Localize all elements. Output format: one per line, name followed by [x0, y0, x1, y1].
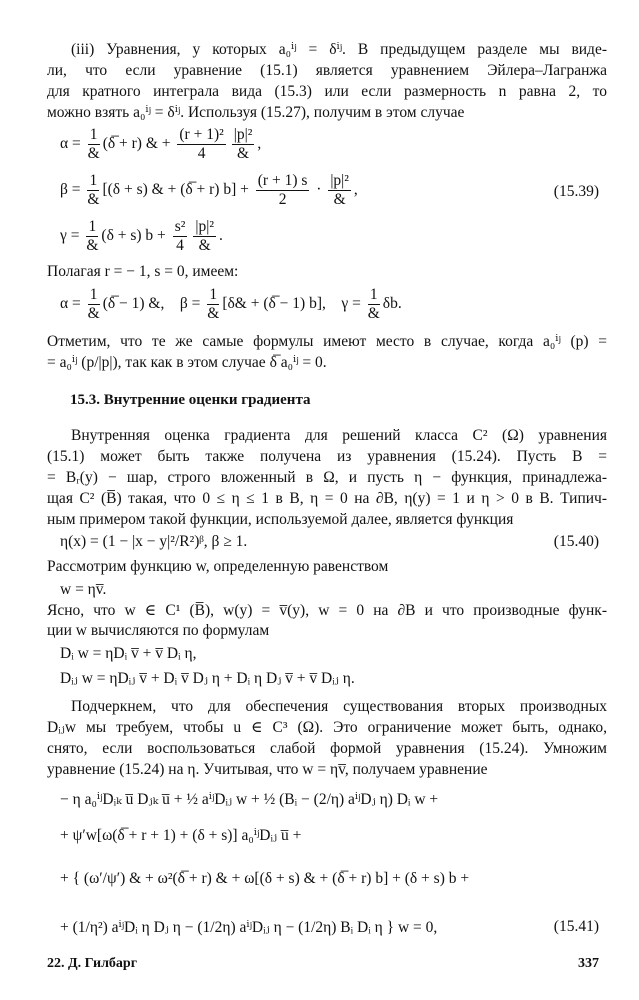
text-line: Отметим, что те же самые формулы имеют место в случае, когда a₀ⁱʲ (p) =	[47, 333, 607, 350]
text-line: уравнение (15.24) на η. Учитывая, что w = ηv̅, получаем уравнение	[47, 761, 488, 778]
text-line: снято, если воспользоваться слабой формой уравнения (15.24). Умножим	[47, 740, 607, 757]
page-number: 337	[578, 956, 599, 971]
text-line: = a₀ⁱʲ (p/|p|), так как в этом случае δ̅ a₀ⁱʲ = 0.	[47, 354, 327, 371]
equation-w: w = ηv̅.	[60, 581, 107, 598]
section-heading: 15.3. Внутренние оценки градиента	[70, 392, 311, 408]
equation-number: (15.40)	[553, 533, 599, 550]
text-line: Внутренняя оценка градиента для решений класса C² (Ω) уравнения	[71, 427, 607, 444]
text-line: для кратного интеграла вида (15.3) или если размерность n равна 2, то	[47, 83, 607, 100]
text-line: = Bᵣ(y) − шар, строго вложенный в Ω, и пусть η − функция, принадлежа-	[47, 469, 607, 486]
text-line: ции w вычисляются по формулам	[47, 622, 270, 639]
equation-number: (15.39)	[553, 183, 599, 200]
equation-beta: β = $\frac{1}{\&}$ [(δ + s) & + (δ̅ + r) b] + $\frac{(r + 1) s}{2}$ · $\frac{\text{|p|²}}{\&}$ ,	[60, 172, 358, 208]
equation-gamma: γ = $\frac{1}{\&}$ (δ + s) b + $\frac{\text{s²}}{4}$ $\frac{\text{|p|²}}{\&}$ .	[60, 218, 223, 254]
text-line: Dᵢⱼw мы требуем, чтобы u ∈ C³ (Ω). Это ограничение может быть, однако,	[47, 719, 607, 736]
text-line: ным примером такой функции, используемой далее, является функция	[47, 511, 514, 528]
equation-15-41-line4: + (1/η²) aⁱʲDᵢ η Dⱼ η − (1/2η) aⁱʲDᵢⱼ η − (1/2η) Bᵢ Dᵢ η } w = 0,	[60, 919, 438, 936]
equation-simplified: α = $\frac{1}{\&}$ (δ̅ − 1) &, β = $\frac{1}{\&}$ [δ& + (δ̅ − 1) b], γ = $\frac{1}{\&}$ δb.	[60, 286, 402, 322]
equation-dij-w: Dᵢⱼ w = ηDᵢⱼ v̅ + Dᵢ v̅ Dⱼ η + Dᵢ η Dⱼ v̅ + v̅ Dᵢⱼ η.	[60, 670, 355, 687]
text-line: Подчеркнем, что для обеспечения существования вторых производных	[71, 698, 607, 715]
equation-15-40: η(x) = (1 − |x − y|²/R²)ᵝ, β ≥ 1.	[60, 533, 248, 550]
text-line: (15.1) может быть также получена из уравнения (15.24). Пусть B =	[47, 448, 607, 465]
equation-15-41-line2: + ψ′w[ω(δ̅ + r + 1) + (δ + s)] a₀ⁱʲDᵢⱼ u̅ +	[60, 827, 302, 844]
footer-signature: 22. Д. Гилбарг	[47, 956, 138, 971]
equation-15-41-line3: + { (ω′/ψ′) & + ω²(δ̅ + r) & + ω[(δ + s) & + (δ̅ + r) b] + (δ + s) b +	[60, 870, 470, 887]
text-line: ли, что если уравнение (15.1) является уравнением Эйлера–Лагранжа	[47, 62, 607, 79]
text-line: Полагая r = − 1, s = 0, имеем:	[47, 263, 239, 280]
text-line: Рассмотрим функцию w, определенную равенством	[47, 558, 389, 575]
equation-number: (15.41)	[553, 918, 599, 935]
equation-15-41-line1: − η a₀ⁱʲDᵢₖ u̅ Dⱼₖ u̅ + ½ aⁱʲDᵢⱼ w + ½ (Bᵢ − (2/η) aⁱʲDⱼ η) Dᵢ w +	[60, 791, 439, 808]
text-line: щая C² (B̅) такая, что 0 ≤ η ≤ 1 в B, η = 0 на ∂B, η(y) = 1 и η > 0 в B. Типич-	[47, 490, 607, 507]
text-line: можно взять a₀ⁱʲ = δⁱʲ. Используя (15.27), получим в этом случае	[47, 104, 465, 121]
text-line: Ясно, что w ∈ C¹ (B̅), w(y) = v̅(y), w = 0 на ∂B и что производные функ-	[47, 602, 607, 619]
text-line: (iii) Уравнения, у которых a₀ⁱʲ = δⁱʲ. В предыдущем разделе мы виде-	[71, 41, 607, 58]
equation-alpha: α = $\frac{1}{\&}$ (δ̅ + r) & + $\frac{\text{(r + 1)²}}{4}$ $\frac{\text{|p|²}}{\&}$ ,	[60, 126, 262, 162]
equation-di-w: Dᵢ w = ηDᵢ v̅ + v̅ Dᵢ η,	[60, 645, 197, 662]
